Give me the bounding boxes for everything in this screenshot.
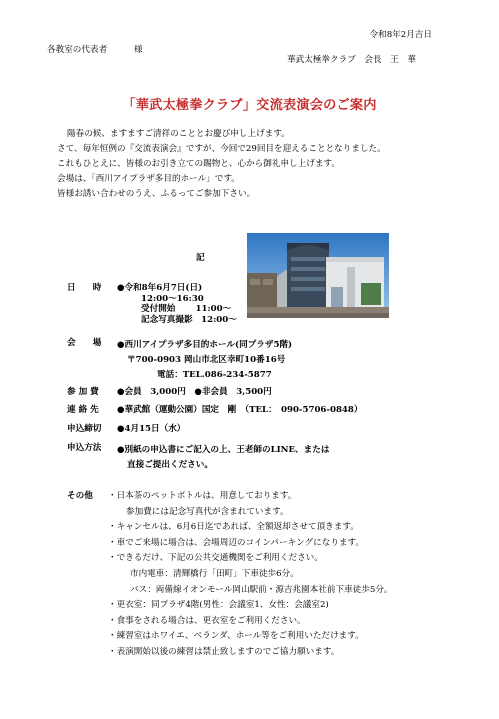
event-date: ●令和8年6月7日(日): [117, 283, 203, 293]
venue-photo: [247, 233, 389, 318]
detail-label: 日 時: [67, 283, 102, 293]
greeting-line: 皆様お誘い合わせのうえ、ふるってご参加下さい。: [57, 189, 256, 200]
note-item: ・食事をされる場合は、更衣室をご利用ください。: [108, 615, 306, 626]
note-item: ・練習室はホワイエ、ベランダ、ホール等をご利用いただけます。: [108, 631, 364, 642]
addressee-honorific: 様: [134, 45, 143, 55]
greeting-line: 会場は、「西川アイプラザ多目的ホール」です。: [57, 174, 240, 185]
greeting-paragraph: [57, 127, 386, 202]
other-label: その他: [67, 491, 93, 501]
fee-value: ●会員 3,000円 ●非会員 3,500円: [117, 387, 272, 397]
greeting-line: これもひとえに、皆様のお引き立ての賜物と、心から御礼申し上げます。: [57, 159, 340, 170]
note-item: バス：両備線イオンモール岡山駅前・源吉兆園本社前下車徒歩5分。: [130, 584, 393, 595]
detail-label: 参 加 費: [67, 387, 99, 397]
venue-phone: 電話：TEL.086-234-5877: [157, 370, 272, 381]
contact-value: ●華武館（運動公園）国定 剛 （TEL： 090-5706-0848）: [117, 405, 363, 415]
note-item: ・表演開始以後の練習は禁止致しますのでご協力願います。: [108, 646, 340, 657]
note-item: ・車でご来場に場合は、会場周辺のコインパーキングになります。: [108, 537, 365, 548]
detail-label: 会 場: [67, 338, 102, 348]
greeting-line: 陽春の候、ますますご清祥のこととお慶び申し上げます。: [67, 129, 290, 139]
note-item: 参加費には記念写真代が含まれています。: [126, 506, 289, 517]
venue-name: ●西川アイプラザ多目的ホール(同プラザ5階): [117, 340, 293, 350]
detail-label: 連 絡 先: [67, 405, 99, 415]
document-title: 「華武太極拳クラブ」交流表演会のご案内: [122, 98, 377, 113]
note-item: ・できるだけ、下記の公共交通機関をご利用ください。: [108, 553, 323, 564]
greeting-line: さて、毎年恒例の『交流表演会』ですが、今回で29回目を迎えることとなりました。: [57, 144, 386, 155]
note-item: ・更衣室：同プラザ4階(男性：会議室1、女性：会議室2): [108, 600, 329, 611]
venue-address: 〒700-0903 岡山市北区幸町10番16号: [127, 355, 286, 366]
document-date: 令和8年2月吉日: [369, 30, 432, 40]
addressee: 各教室の代表者: [47, 45, 108, 55]
note-item: 市内電車：清輝橋行「田町」下車徒歩6分。: [130, 568, 299, 579]
sender: 華武太極拳クラブ 会長 王 華: [287, 55, 416, 65]
detail-label: 申込締切: [67, 424, 102, 434]
note-item: ・キャンセルは、6月6日迄であれば、全額返却させて頂きます。: [108, 522, 359, 533]
method-line: 直接ご提出ください。: [127, 459, 213, 470]
event-time: 12:00～16:30: [141, 293, 204, 304]
reception-time: 受付開始 11:00～: [141, 304, 232, 315]
note-item: ・日本茶のペットボトルは、用意しております。: [108, 491, 297, 501]
method-line: ●別紙の申込書にご記入の上、王老師のLINE、または: [117, 445, 330, 455]
detail-label: 申込方法: [67, 443, 102, 453]
deadline-value: ●4月15日（水）: [117, 424, 186, 434]
photo-time: 記念写真撮影 12:00～: [141, 315, 237, 326]
ki-heading: 記: [196, 253, 205, 263]
